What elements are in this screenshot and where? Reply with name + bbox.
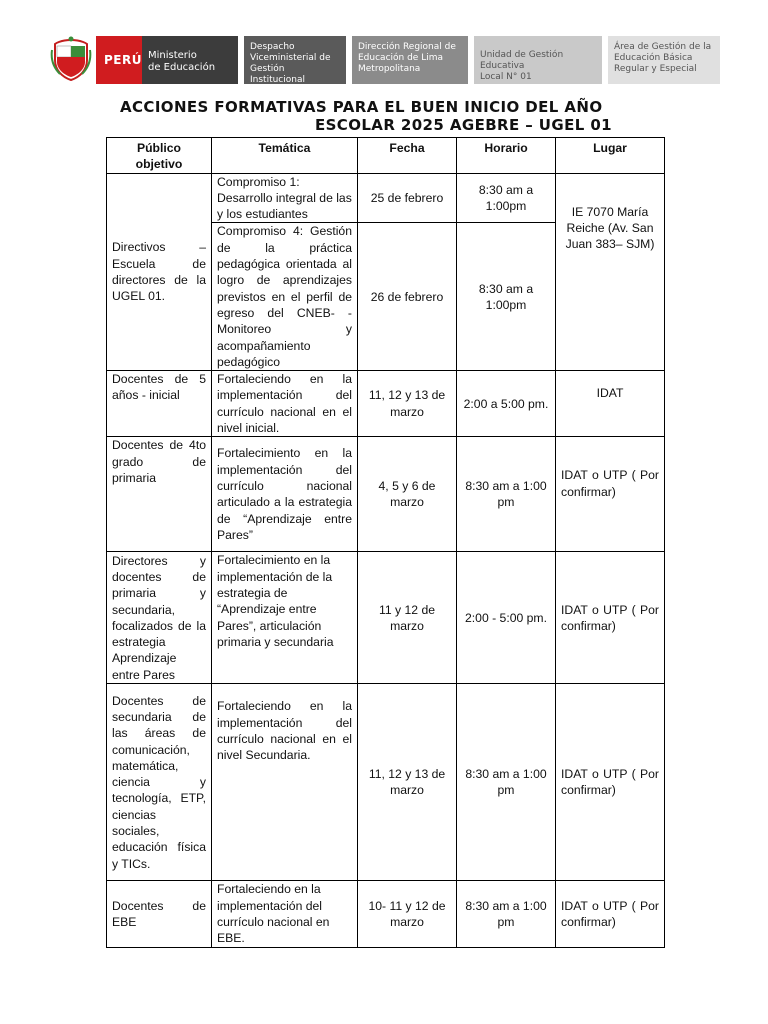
cell-lugar: IDAT o UTP ( Por confirmar) (556, 437, 665, 552)
cell-lugar: IE 7070 María Reiche (Av. San Juan 383– SJM) (556, 173, 665, 371)
cell-horario: 8:30 am a 1:00pm (457, 223, 556, 371)
header-lugar: Lugar (556, 138, 665, 174)
cell-lugar: IDAT o UTP ( Por confirmar) (556, 881, 665, 947)
header-tematica: Temática (212, 138, 358, 174)
cell-fecha: 11, 12 y 13 de marzo (358, 371, 457, 437)
table-row (107, 552, 665, 684)
table-row (107, 371, 665, 437)
cell-horario: 8:30 am a 1:00pm (457, 173, 556, 223)
cell-publico: Docentes de 4to grado de primaria (107, 437, 212, 552)
cell-fecha: 26 de febrero (358, 223, 457, 371)
table-row (107, 437, 665, 552)
ministerio-label: Ministerio de Educación (142, 36, 238, 84)
cell-fecha: 4, 5 y 6 de marzo (358, 437, 457, 552)
unidad-label: Unidad de Gestión Educativa Local N° 01 (474, 36, 602, 84)
document-title (100, 98, 640, 134)
header-fecha: Fecha (358, 138, 457, 174)
cell-tematica: Fortaleciendo en la implementación del currículo nacional en el nivel inicial. (212, 371, 358, 437)
cell-tematica: Fortalecimiento en la implementación de la estrategia de “Aprendizaje entre Pares”, articulación primaria y secundaria (212, 552, 358, 684)
peru-label: PERÚ (96, 36, 142, 84)
despacho-label: Despacho Viceministerial de Gestión Institucional (244, 36, 346, 84)
cell-publico: Directivos – Escuela de directores de la UGEL 01. (107, 173, 212, 371)
cell-horario: 8:30 am a 1:00 pm (457, 881, 556, 947)
cell-fecha: 11 y 12 de marzo (358, 552, 457, 684)
cell-publico: Docentes de secundaria de las áreas de comunicación, matemática, ciencia y tecnología, ETP, ciencias sociales, educación física y TICs. (107, 684, 212, 881)
cell-tematica: Fortaleciendo en la implementación del currículo nacional en EBE. (212, 881, 358, 947)
cell-horario: 2:00 a 5:00 pm. (457, 371, 556, 437)
cell-lugar: IDAT (556, 371, 665, 437)
cell-lugar: IDAT o UTP ( Por confirmar) (556, 552, 665, 684)
header-publico: Público objetivo (107, 138, 212, 174)
cell-publico: Docentes de 5 años - inicial (107, 371, 212, 437)
table-row (107, 684, 665, 881)
direccion-label: Dirección Regional de Educación de Lima Metropolitana (352, 36, 468, 84)
header-horario: Horario (457, 138, 556, 174)
cell-fecha: 25 de febrero (358, 173, 457, 223)
title-line-2: ESCOLAR 2025 AGEBRE – UGEL 01 (314, 116, 612, 134)
table-row (107, 173, 665, 223)
cell-tematica: Fortaleciendo en la implementación del currículo nacional en el nivel Secundaria. (212, 684, 358, 881)
cell-publico: Directores y docentes de primaria y secundaria, focalizados de la estrategia Aprendizaje entre Pares (107, 552, 212, 684)
cell-tematica: Compromiso 1: Desarrollo integral de las y los estudiantes (212, 173, 358, 223)
schedule-table (106, 137, 665, 948)
cell-tematica: Compromiso 4: Gestión de la práctica pedagógica orientada al logro de aprendizajes previstos en el perfil de egreso del CNEB- -Monitoreo y acompañamiento pedagógico (212, 223, 358, 371)
cell-publico: Docentes de EBE (107, 881, 212, 947)
header-banner (50, 36, 720, 84)
cell-fecha: 10- 11 y 12 de marzo (358, 881, 457, 947)
area-label: Área de Gestión de la Educación Básica Regular y Especial (608, 36, 720, 84)
cell-horario: 2:00 - 5:00 pm. (457, 552, 556, 684)
table-row (107, 881, 665, 947)
table-header-row (107, 138, 665, 174)
cell-tematica: Fortalecimiento en la implementación del currículo nacional articulado a la estrategia de “Aprendizaje entre Pares” (212, 437, 358, 552)
cell-lugar: IDAT o UTP ( Por confirmar) (556, 684, 665, 881)
cell-fecha: 11, 12 y 13 de marzo (358, 684, 457, 881)
peru-coat-of-arms-icon (50, 36, 92, 82)
title-line-1: ACCIONES FORMATIVAS PARA EL BUEN INICIO DEL AÑO (120, 98, 603, 116)
cell-horario: 8:30 am a 1:00 pm (457, 684, 556, 881)
cell-horario: 8:30 am a 1:00 pm (457, 437, 556, 552)
